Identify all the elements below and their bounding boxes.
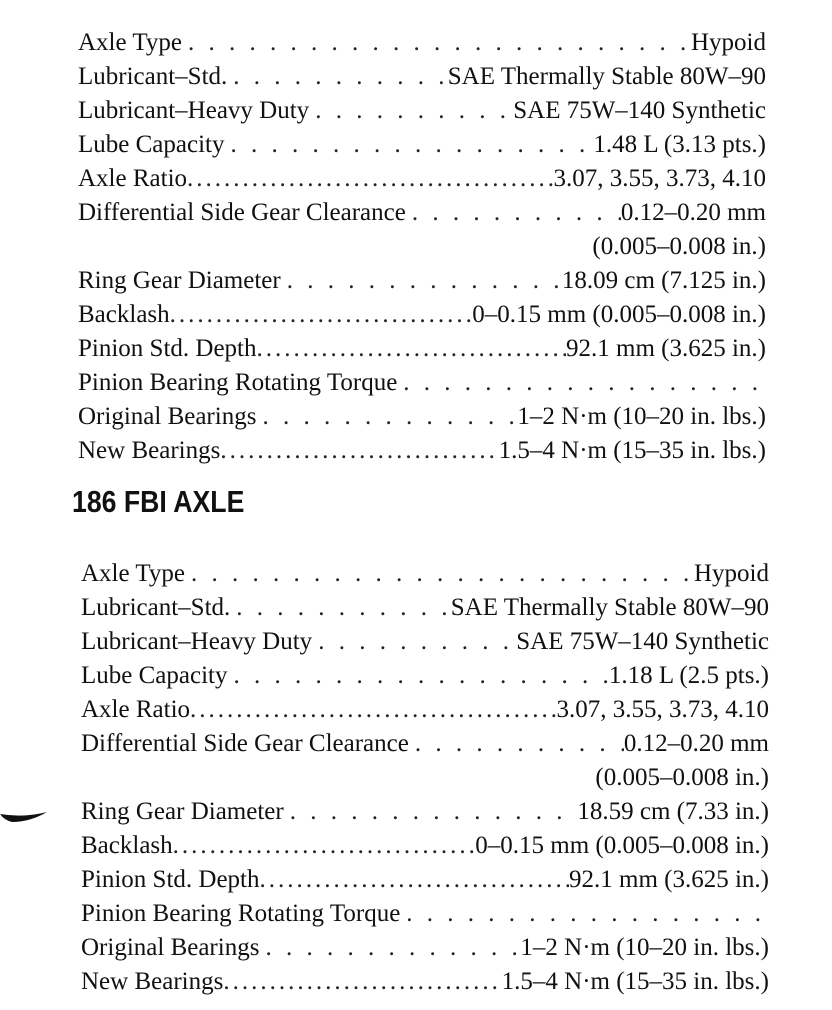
spec-value: SAE Thermally Stable 80W–90 xyxy=(450,594,769,621)
spec-row-backlash xyxy=(78,298,766,332)
spec-row-pinion-bearing-torque xyxy=(78,366,766,400)
dot-leader xyxy=(397,366,766,400)
dot-leader xyxy=(406,196,621,230)
spec-row-lubricant-heavy-duty xyxy=(78,94,766,128)
spec-label: Lubricant–Std. xyxy=(81,594,231,621)
spec-row-ring-gear-diameter xyxy=(81,795,769,829)
spec-row-new-bearings xyxy=(81,965,769,999)
spec-value: 1.48 L (3.13 pts.) xyxy=(593,131,766,158)
section-heading: 186 FBI AXLE xyxy=(72,484,245,519)
spec-label: Original Bearings xyxy=(81,934,260,961)
spec-label: Axle Type xyxy=(78,29,183,56)
spec-row-side-gear-clearance xyxy=(78,196,766,230)
dot-leader xyxy=(256,400,517,434)
spec-row-side-gear-clearance-cont xyxy=(81,761,769,795)
spec-label: Axle Ratio xyxy=(78,165,188,192)
spec-value-continued: (0.005–0.008 in.) xyxy=(595,764,769,791)
spec-label: Pinion Bearing Rotating Torque xyxy=(81,900,401,927)
spec-label: Axle Type xyxy=(81,560,186,587)
spec-row-side-gear-clearance-cont xyxy=(78,230,766,264)
spec-row-side-gear-clearance xyxy=(81,727,769,761)
spec-label: Pinion Std. Depth xyxy=(81,866,260,893)
dot-leader xyxy=(230,591,450,625)
spec-value: SAE Thermally Stable 80W–90 xyxy=(447,63,766,90)
spec-list-first xyxy=(78,26,766,468)
spec-label: New Bearings xyxy=(81,968,224,995)
spec-label: Lube Capacity xyxy=(78,131,225,158)
spec-value-continued: (0.005–0.008 in.) xyxy=(592,233,766,260)
spec-row-ring-gear-diameter xyxy=(78,264,766,298)
spec-label: Lube Capacity xyxy=(81,662,228,689)
spec-row-lubricant-heavy-duty xyxy=(81,625,769,659)
revision-bar-icon xyxy=(0,808,48,826)
dot-leader xyxy=(259,931,520,965)
spec-label: New Bearings xyxy=(78,437,221,464)
dot-leader xyxy=(312,625,516,659)
spec-value: Hypoid xyxy=(694,560,769,587)
dot-leader xyxy=(173,829,476,863)
spec-row-lubricant-std xyxy=(81,591,769,625)
spec-label: Backlash xyxy=(78,301,170,328)
spec-row-lube-capacity xyxy=(78,128,766,162)
spec-value: SAE 75W–140 Synthetic xyxy=(513,97,766,124)
spec-row-pinion-std-depth xyxy=(78,332,766,366)
spec-value: 0.12–0.20 mm xyxy=(623,730,769,757)
spec-label: Differential Side Gear Clearance xyxy=(81,730,409,757)
spec-value: 92.1 mm (3.625 in.) xyxy=(566,335,766,362)
spec-list-186-fbi-axle xyxy=(81,557,769,999)
spec-value: 92.1 mm (3.625 in.) xyxy=(569,866,769,893)
dot-leader xyxy=(220,434,498,468)
dot-leader xyxy=(185,557,694,591)
spec-value: 3.07, 3.55, 3.73, 4.10 xyxy=(553,165,766,192)
dot-leader xyxy=(257,332,567,366)
dot-leader xyxy=(260,863,570,897)
spec-value: 1–2 N·m (10–20 in. lbs.) xyxy=(517,403,766,430)
spec-value: SAE 75W–140 Synthetic xyxy=(516,628,769,655)
spec-value: 18.09 cm (7.125 in.) xyxy=(561,267,766,294)
spec-row-axle-type xyxy=(78,26,766,60)
spec-row-lube-capacity xyxy=(81,659,769,693)
spec-label: Differential Side Gear Clearance xyxy=(78,199,406,226)
spec-value: 3.07, 3.55, 3.73, 4.10 xyxy=(556,696,769,723)
spec-value: 0–0.15 mm (0.005–0.008 in.) xyxy=(472,301,766,328)
dot-leader xyxy=(227,60,447,94)
spec-label: Ring Gear Diameter xyxy=(78,267,281,294)
spec-row-backlash xyxy=(81,829,769,863)
spec-label: Backlash xyxy=(81,832,173,859)
spec-label: Pinion Std. Depth xyxy=(78,335,257,362)
dot-leader xyxy=(284,795,578,829)
spec-row-pinion-bearing-torque xyxy=(81,897,769,931)
dot-leader xyxy=(223,965,501,999)
spec-label: Ring Gear Diameter xyxy=(81,798,284,825)
spec-label: Lubricant–Heavy Duty xyxy=(78,97,310,124)
spec-row-new-bearings xyxy=(78,434,766,468)
spec-row-lubricant-std xyxy=(78,60,766,94)
spec-label: Axle Ratio xyxy=(81,696,191,723)
spec-value: 1.18 L (2.5 pts.) xyxy=(608,662,769,689)
dot-leader xyxy=(190,693,556,727)
spec-label: Lubricant–Heavy Duty xyxy=(81,628,313,655)
spec-value: 18.59 cm (7.33 in.) xyxy=(577,798,769,825)
dot-leader xyxy=(227,659,608,693)
spec-value: Hypoid xyxy=(691,29,766,56)
spec-row-original-bearings xyxy=(78,400,766,434)
spec-value: 1.5–4 N·m (15–35 in. lbs.) xyxy=(498,437,766,464)
spec-label: Pinion Bearing Rotating Torque xyxy=(78,369,398,396)
dot-leader xyxy=(224,128,593,162)
spec-row-axle-ratio xyxy=(81,693,769,727)
spec-row-pinion-std-depth xyxy=(81,863,769,897)
dot-leader xyxy=(187,162,553,196)
dot-leader xyxy=(170,298,473,332)
spec-value: 1–2 N·m (10–20 in. lbs.) xyxy=(520,934,769,961)
dot-leader xyxy=(281,264,562,298)
spec-label: Lubricant–Std. xyxy=(78,63,228,90)
spec-value: 0–0.15 mm (0.005–0.008 in.) xyxy=(475,832,769,859)
dot-leader xyxy=(409,727,624,761)
spec-label: Original Bearings xyxy=(78,403,257,430)
dot-leader xyxy=(309,94,513,128)
dot-leader xyxy=(182,26,691,60)
spec-row-axle-type xyxy=(81,557,769,591)
dot-leader xyxy=(400,897,769,931)
spec-row-original-bearings xyxy=(81,931,769,965)
spec-row-axle-ratio xyxy=(78,162,766,196)
spec-value: 0.12–0.20 mm xyxy=(620,199,766,226)
spec-value: 1.5–4 N·m (15–35 in. lbs.) xyxy=(501,968,769,995)
